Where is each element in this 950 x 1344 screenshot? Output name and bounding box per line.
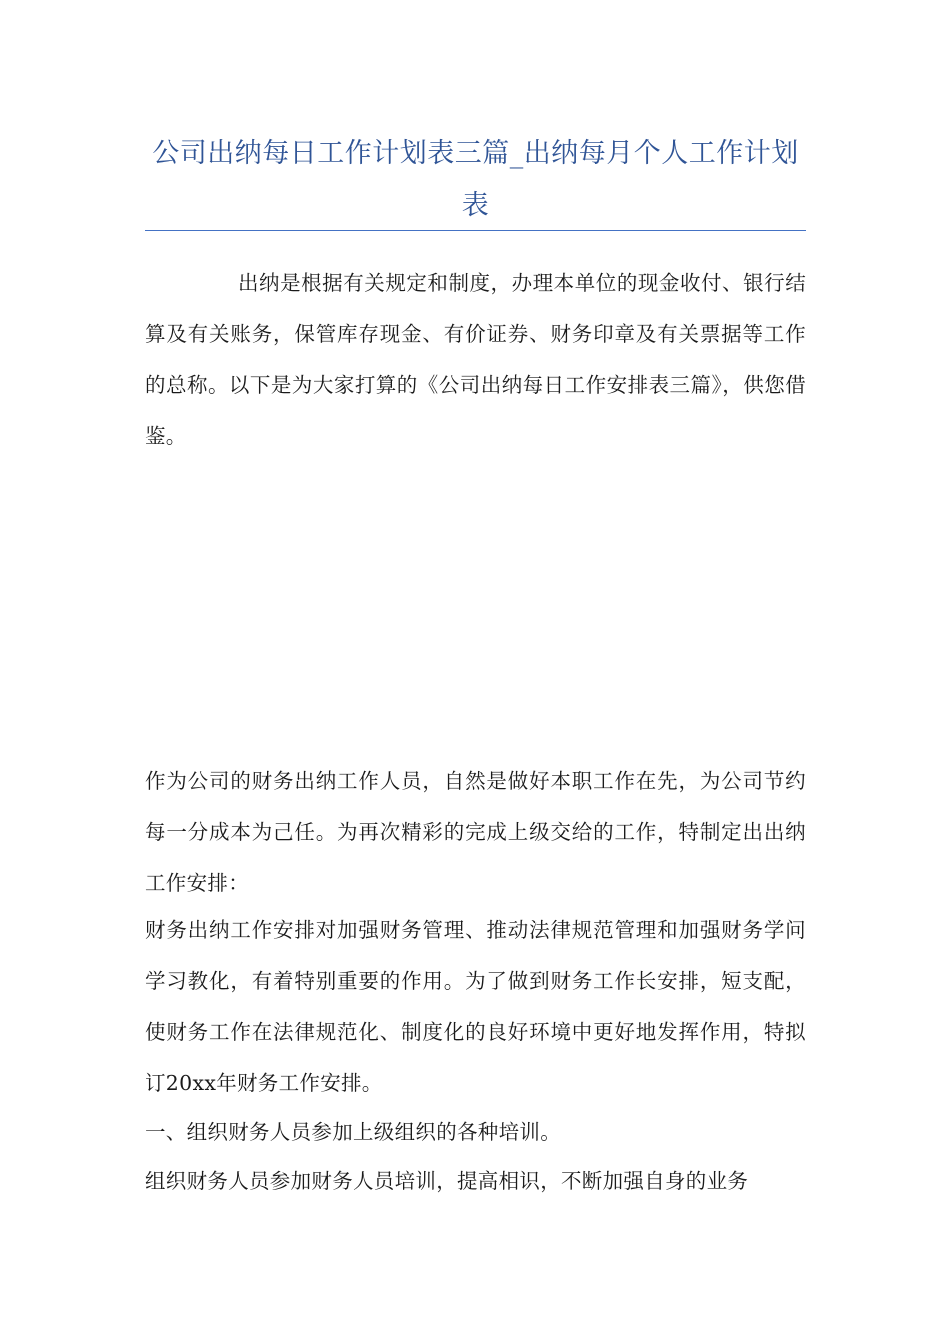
body-paragraph-1: 作为公司的财务出纳工作人员，自然是做好本职工作在先，为公司节约每一分成本为己任。为再次精彩的完成上级交给的工作，特制定出出纳工作安排：	[145, 769, 806, 895]
body-paragraph-2: 财务出纳工作安排对加强财务管理、推动法律规范管理和加强财务学问学习教化，有着特别重要的作用。为了做到财务工作长安排，短支配，使财务工作在法律规范化、制度化的良好环境中更好地发挥作用，特拟订20xx年财务工作安排。	[145, 918, 806, 1095]
section-heading-1: 一、组织财务人员参加上级组织的各种培训。	[145, 1120, 561, 1144]
intro-paragraph: 出纳是根据有关规定和制度，办理本单位的现金收付、银行结算及有关账务，保管库存现金、有价证券、财务印章及有关票据等工作的总称。以下是为大家打算的《公司出纳每日工作安排表三篇》，供您借鉴。	[145, 271, 806, 448]
document-title: 公司出纳每日工作计划表三篇_出纳每月个人工作计划表	[152, 138, 799, 221]
title-underline	[145, 230, 806, 231]
body-paragraph-3: 组织财务人员参加财务人员培训，提高相识，不断加强自身的业务	[145, 1169, 749, 1193]
